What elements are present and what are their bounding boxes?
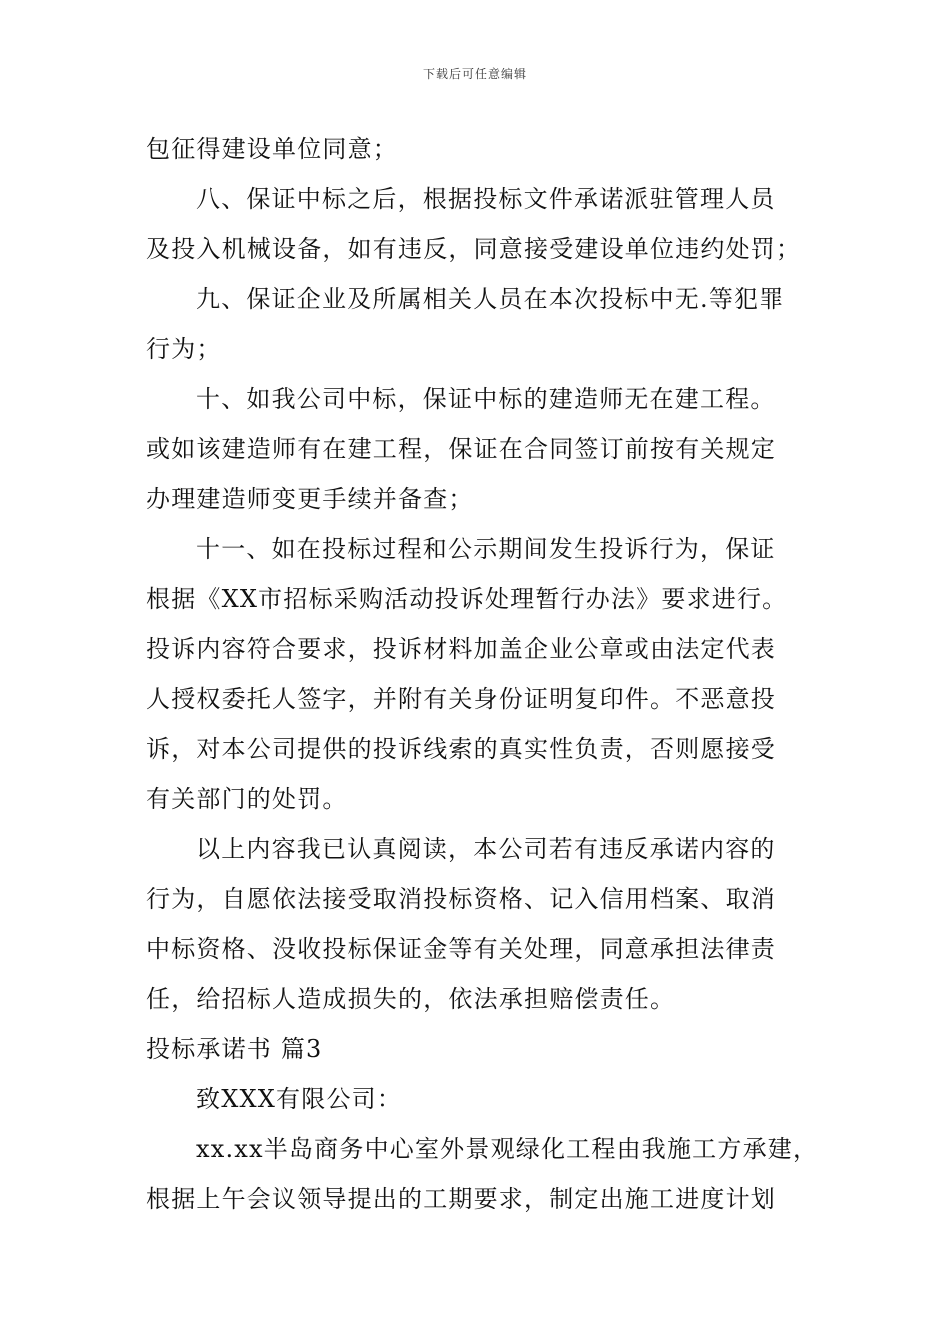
text-line: 十一、如在投标过程和公示期间发生投诉行为，保证 <box>196 535 776 563</box>
text-line: 行为； <box>146 335 222 363</box>
text-line: 根据《XX市招标采购活动投诉处理暂行办法》要求进行。 <box>146 585 788 613</box>
salutation-line: 致XXX有限公司： <box>196 1085 403 1113</box>
text-line: 中标资格、没收投标保证金等有关处理，同意承担法律责 <box>146 935 776 963</box>
text-line: 或如该建造师有在建工程，保证在合同签订前按有关规定 <box>146 435 776 463</box>
text-line: 根据上午会议领导提出的工期要求，制定出施工进度计划 <box>146 1185 776 1213</box>
text-line: 行为，自愿依法接受取消投标资格、记入信用档案、取消 <box>146 885 776 913</box>
text-line: 投诉内容符合要求，投诉材料加盖企业公章或由法定代表 <box>146 635 776 663</box>
text-line: 以上内容我已认真阅读，本公司若有违反承诺内容的 <box>196 835 776 863</box>
text-line: 及投入机械设备，如有违反，同意接受建设单位违约处罚； <box>146 235 802 263</box>
page-header-note: 下载后可任意编辑 <box>422 67 527 81</box>
text-line: 八、保证中标之后，根据投标文件承诺派驻管理人员 <box>196 185 776 213</box>
text-line: 任，给招标人造成损失的，依法承担赔偿责任。 <box>146 985 676 1013</box>
text-line: 包征得建设单位同意； <box>146 135 398 163</box>
text-line: 人授权委托人签字，并附有关身份证明复印件。不恶意投 <box>146 685 776 713</box>
text-line: 九、保证企业及所属相关人员在本次投标中无.等犯罪 <box>196 285 785 313</box>
text-line: 办理建造师变更手续并备查； <box>146 485 474 513</box>
section-title: 投标承诺书 篇3 <box>146 1035 323 1063</box>
text-line: 诉，对本公司提供的投诉线索的真实性负责，否则愿接受 <box>146 735 776 763</box>
text-line: 有关部门的处罚。 <box>146 785 348 813</box>
text-line: 十、如我公司中标，保证中标的建造师无在建工程。 <box>196 385 776 413</box>
text-line: xx.xx半岛商务中心室外景观绿化工程由我施工方承建， <box>196 1135 819 1163</box>
